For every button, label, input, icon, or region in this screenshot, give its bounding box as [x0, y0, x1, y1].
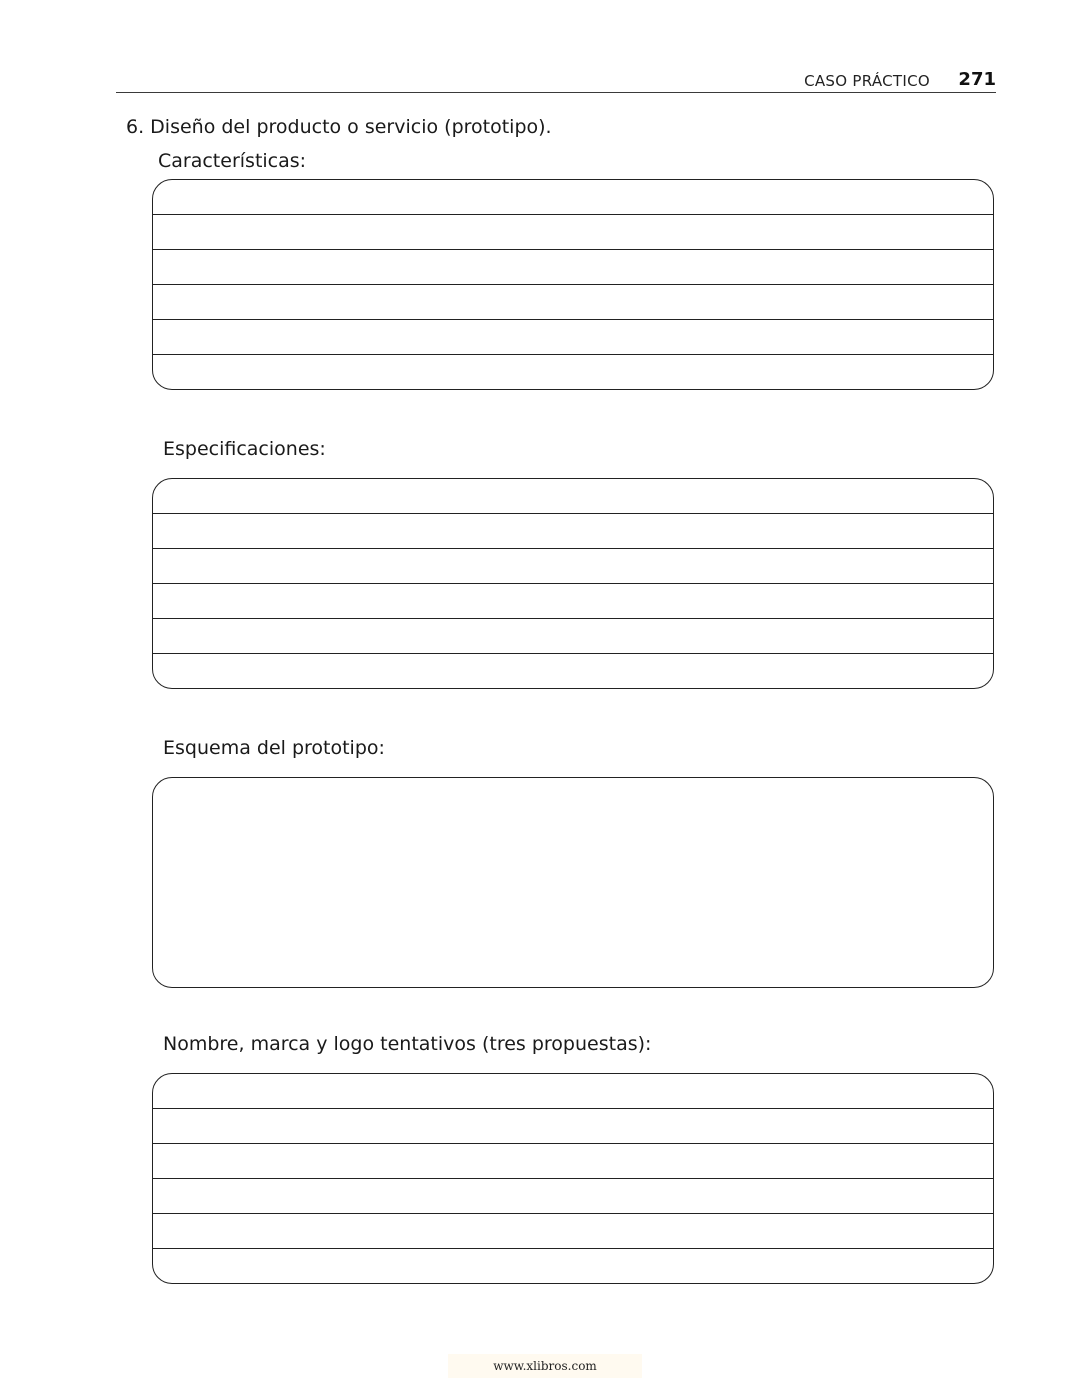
page-header	[116, 68, 996, 93]
writing-line[interactable]	[153, 514, 993, 549]
caracteristicas-lined-box[interactable]	[152, 179, 994, 390]
field-label-nombre-marca-logo: Nombre, marca y logo tentativos (tres propuestas):	[163, 1033, 652, 1055]
writing-line[interactable]	[153, 619, 993, 654]
field-label-esquema: Esquema del prototipo:	[163, 737, 385, 759]
footer-watermark: www.xlibros.com	[448, 1354, 642, 1378]
writing-line[interactable]	[153, 285, 993, 320]
writing-line[interactable]	[153, 250, 993, 285]
writing-line[interactable]	[153, 1074, 993, 1109]
field-label-especificaciones: Especificaciones:	[163, 438, 326, 460]
writing-line[interactable]	[153, 1214, 993, 1249]
writing-line[interactable]	[153, 355, 993, 390]
writing-line[interactable]	[153, 584, 993, 619]
writing-line[interactable]	[153, 1109, 993, 1144]
section-title: 6. Diseño del producto o servicio (prototipo).	[126, 116, 552, 138]
writing-line[interactable]	[153, 479, 993, 514]
writing-line[interactable]	[153, 1144, 993, 1179]
nombre-marca-logo-lined-box[interactable]	[152, 1073, 994, 1284]
writing-line[interactable]	[153, 1249, 993, 1284]
running-head: CASO PRÁCTICO	[804, 72, 930, 90]
writing-line[interactable]	[153, 180, 993, 215]
page-number: 271	[958, 69, 996, 90]
especificaciones-lined-box[interactable]	[152, 478, 994, 689]
esquema-drawing-box[interactable]	[152, 777, 994, 988]
field-label-caracteristicas: Características:	[158, 150, 307, 172]
writing-line[interactable]	[153, 215, 993, 250]
writing-line[interactable]	[153, 1179, 993, 1214]
writing-line[interactable]	[153, 549, 993, 584]
writing-line[interactable]	[153, 654, 993, 689]
writing-line[interactable]	[153, 320, 993, 355]
